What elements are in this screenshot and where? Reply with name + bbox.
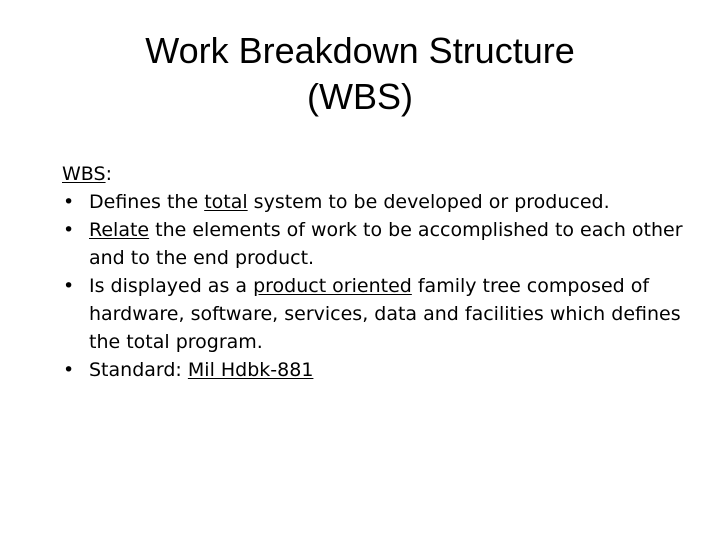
bullet-emphasis: Relate bbox=[89, 219, 150, 241]
slide-title bbox=[60, 28, 660, 120]
bullet-dot: • bbox=[63, 275, 75, 297]
title-line-1: Work Breakdown Structure bbox=[145, 30, 575, 71]
bullet-text: family tree composed of hardware, software, services, data and facilities which defines the total program. bbox=[89, 275, 681, 353]
body-heading bbox=[62, 160, 702, 188]
bullet-dot: • bbox=[63, 219, 75, 241]
bullet-text: Standard: bbox=[89, 359, 188, 381]
bullet-text: Defines the bbox=[89, 191, 205, 213]
bullet-dot: • bbox=[63, 359, 75, 381]
bullet-item bbox=[62, 216, 702, 272]
heading-label: WBS bbox=[62, 163, 106, 185]
bullet-item bbox=[62, 272, 702, 356]
bullet-item bbox=[62, 356, 702, 384]
bullet-emphasis: product oriented bbox=[253, 275, 412, 297]
bullet-text: Is displayed as a bbox=[89, 275, 254, 297]
bullet-text: system to be developed or produced. bbox=[247, 191, 610, 213]
bullet-emphasis: total bbox=[204, 191, 248, 213]
bullet-dot: • bbox=[63, 191, 75, 213]
bullet-emphasis: Mil Hdbk-881 bbox=[187, 359, 314, 381]
bullet-item bbox=[62, 188, 702, 216]
slide-body bbox=[62, 160, 702, 384]
bullet-list bbox=[62, 188, 702, 384]
title-line-2: (WBS) bbox=[307, 76, 413, 117]
bullet-text: the elements of work to be accomplished to each other and to the end product. bbox=[89, 219, 683, 269]
heading-colon: : bbox=[105, 163, 112, 185]
